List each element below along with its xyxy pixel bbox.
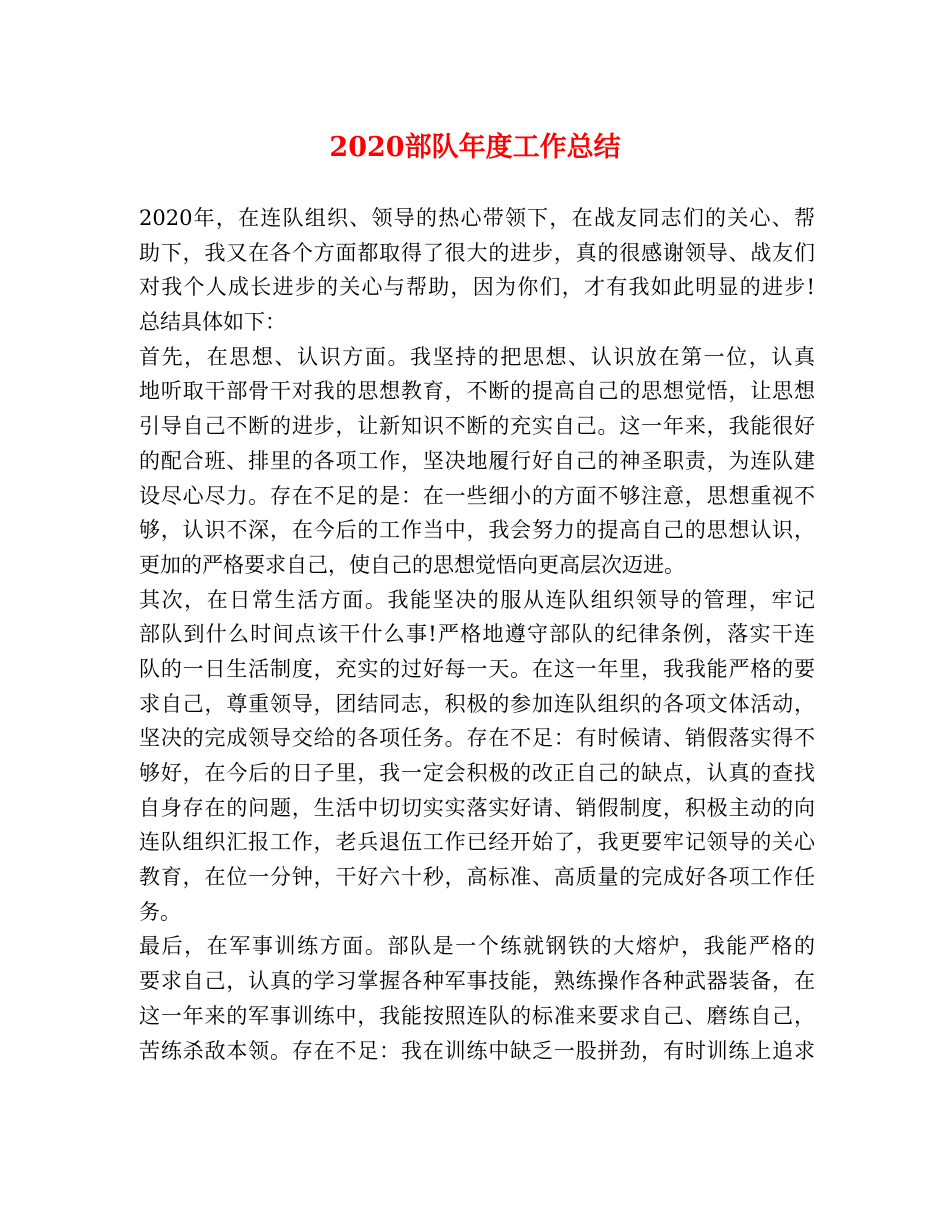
body-line: 部队到什么时间点该干什么事!严格地遵守部队的纪律条例，落实干连 <box>139 622 815 647</box>
body-line: 更加的严格要求自己，使自己的思想觉悟向更高层次迈进。 <box>139 552 685 577</box>
body-line: 自身存在的问题，生活中切切实实落实好请、销假制度，积极主动的向 <box>139 795 815 820</box>
body-line: 首先，在思想、认识方面。我坚持的把思想、认识放在第一位，认真 <box>139 344 815 369</box>
body-line: 引导自己不断的进步，让新知识不断的充实自己。这一年来，我能很好 <box>139 414 815 439</box>
body-line: 这一年来的军事训练中，我能按照连队的标准来要求自己、磨练自己， <box>139 1003 815 1028</box>
body-line: 连队组织汇报工作，老兵退伍工作已经开始了，我更要牢记领导的关心 <box>139 830 815 855</box>
body-line: 队的一日生活制度，充实的过好每一天。在这一年里，我我能严格的要 <box>139 656 815 681</box>
body-line: 助下，我又在各个方面都取得了很大的进步，真的很感谢领导、战友们 <box>139 240 815 265</box>
body-line: 苦练杀敌本领。存在不足：我在训练中缺乏一股拼劲，有时训练上追求 <box>139 1038 815 1063</box>
body-line: 其次，在日常生活方面。我能坚决的服从连队组织领导的管理，牢记 <box>139 587 815 612</box>
body-line: 教育，在位一分钟，干好六十秒，高标准、高质量的完成好各项工作任 <box>139 865 815 890</box>
body-line: 的配合班、排里的各项工作，坚决地履行好自己的神圣职责，为连队建 <box>139 448 815 473</box>
body-line: 最后，在军事训练方面。部队是一个练就钢铁的大熔炉，我能严格的 <box>139 934 815 959</box>
body-line: 务。 <box>139 899 181 924</box>
body-line: 2020年，在连队组织、领导的热心带领下，在战友同志们的关心、帮 <box>139 206 815 230</box>
body-line: 够，认识不深，在今后的工作当中，我会努力的提高自己的思想认识， <box>139 518 815 543</box>
body-line: 求自己，尊重领导，团结同志，积极的参加连队组织的各项文体活动， <box>139 691 815 716</box>
document-body <box>139 201 815 1068</box>
body-line: 对我个人成长进步的关心与帮助，因为你们，才有我如此明显的进步! <box>139 275 815 300</box>
body-line: 总结具体如下： <box>139 310 286 335</box>
body-line: 坚决的完成领导交给的各项任务。存在不足：有时候请、销假落实得不 <box>139 726 815 751</box>
body-line: 设尽心尽力。存在不足的是：在一些细小的方面不够注意，思想重视不 <box>139 483 815 508</box>
document-title: 2020部队年度工作总结 <box>329 132 621 163</box>
body-line: 要求自己，认真的学习掌握各种军事技能，熟练操作各种武器装备，在 <box>139 969 815 994</box>
body-line: 地听取干部骨干对我的思想教育，不断的提高自己的思想觉悟，让思想 <box>139 379 815 404</box>
body-line: 够好，在今后的日子里，我一定会积极的改正自己的缺点，认真的查找 <box>139 761 815 785</box>
